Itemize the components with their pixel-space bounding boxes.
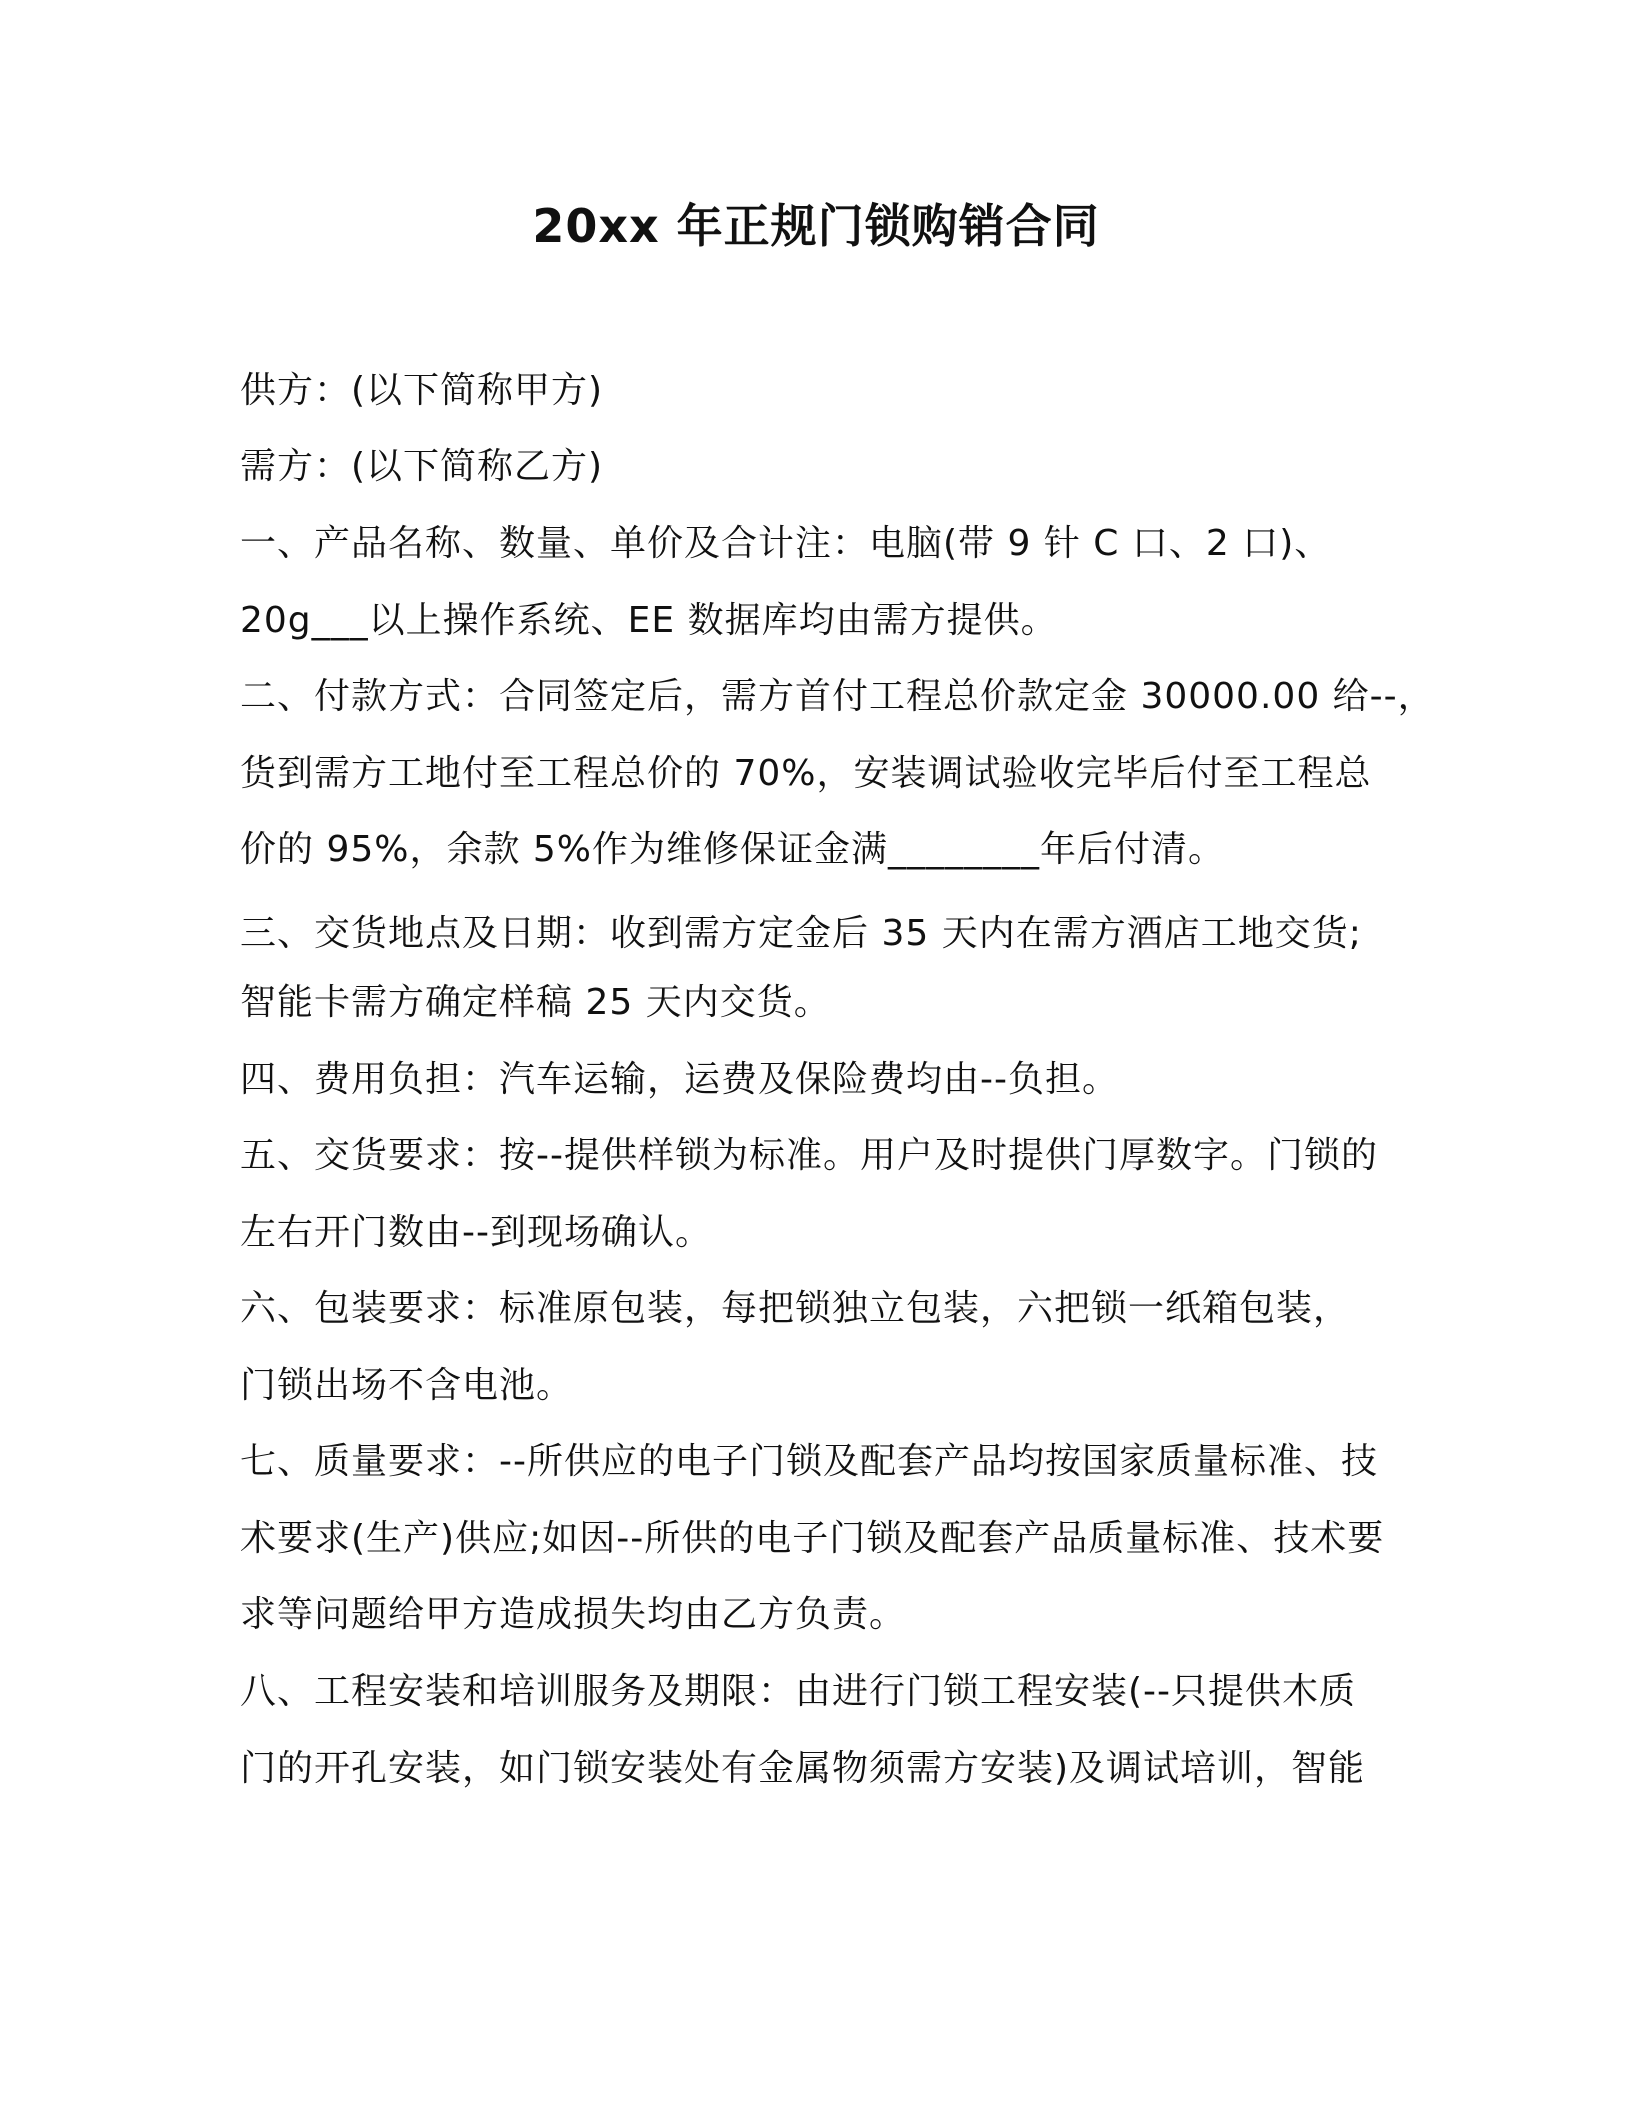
clause-2-line-3: 价的 95%，余款 5%作为维修保证金满________年后付清。 (240, 829, 1226, 870)
clause-1-line-2: 20g___以上操作系统、EE 数据库均由需方提供。 (240, 600, 1058, 641)
clause-7-line-1: 七、质量要求：--所供应的电子门锁及配套产品均按国家质量标准、技 (240, 1441, 1378, 1482)
clause-3-line-2: 智能卡需方确定样稿 25 天内交货。 (240, 982, 831, 1023)
clause-3-line-1: 三、交货地点及日期：收到需方定金后 35 天内在需方酒店工地交货; (240, 913, 1362, 954)
clause-8-line-1: 八、工程安装和培训服务及期限：由进行门锁工程安装(--只提供木质 (240, 1671, 1357, 1712)
clause-6-line-1: 六、包装要求：标准原包装，每把锁独立包装，六把锁一纸箱包装， (240, 1288, 1351, 1329)
clause-1-line-1: 一、产品名称、数量、单价及合计注：电脑(带 9 针 C 口、2 口)、 (240, 523, 1332, 564)
clause-2-line-1: 二、付款方式：合同签定后，需方首付工程总价款定金 30000.00 给--， (240, 676, 1435, 717)
clause-7-line-2: 术要求(生产)供应;如因--所供的电子门锁及配套产品质量标准、技术要 (240, 1518, 1385, 1559)
document-title: 20xx 年正规门锁购销合同 (532, 199, 1100, 253)
buyer-line: 需方：(以下简称乙方) (240, 446, 604, 487)
clause-8-line-2: 门的开孔安装，如门锁安装处有金属物须需方安装)及调试培训，智能 (240, 1748, 1366, 1789)
clause-4-line: 四、费用负担：汽车运输，运费及保险费均由--负担。 (240, 1059, 1119, 1100)
clause-2-line-2: 货到需方工地付至工程总价的 70%，安装调试验收完毕后付至工程总 (240, 753, 1372, 794)
clause-5-line-1: 五、交货要求：按--提供样锁为标准。用户及时提供门厚数字。门锁的 (240, 1135, 1378, 1176)
clause-7-line-3: 求等问题给甲方造成损失均由乙方负责。 (240, 1594, 907, 1635)
clause-6-line-2: 门锁出场不含电池。 (240, 1365, 574, 1406)
clause-5-line-2: 左右开门数由--到现场确认。 (240, 1212, 712, 1253)
supplier-line: 供方：(以下简称甲方) (240, 370, 604, 411)
